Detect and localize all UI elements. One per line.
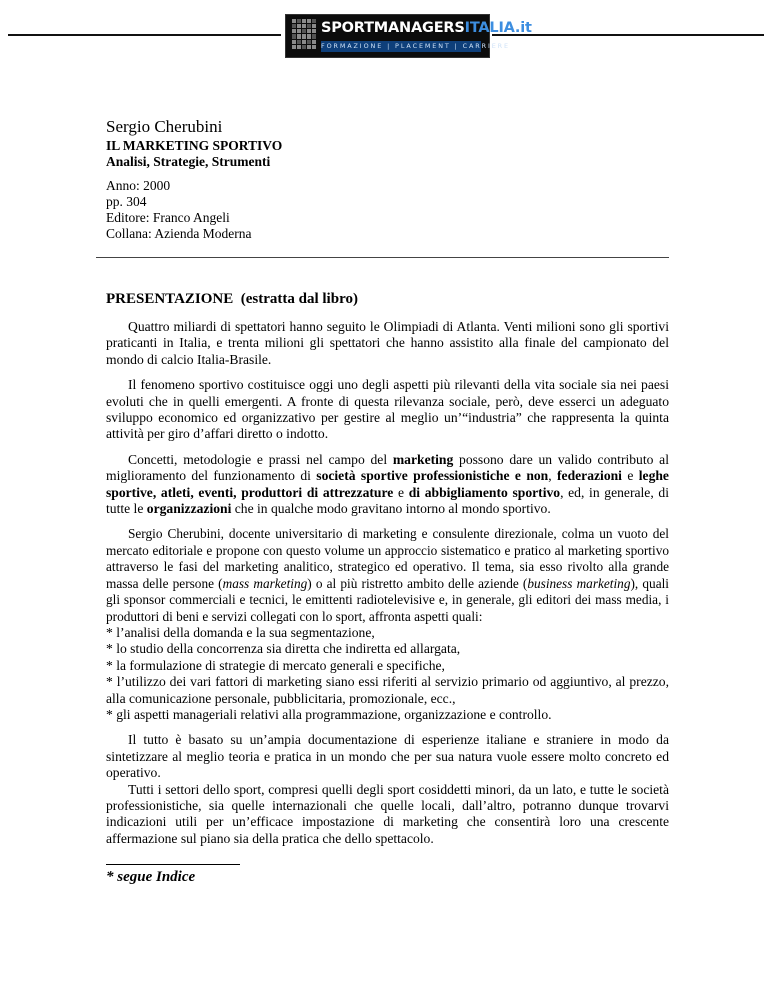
footnote-rule [106,864,240,865]
book-subtitle: Analisi, Strategie, Strumenti [106,154,271,169]
book-title: IL MARKETING SPORTIVO [106,138,283,153]
book-series: Collana: Azienda Moderna [106,226,252,241]
paragraph-1: Quattro miliardi di spettatori hanno seguito le Olimpiadi di Atlanta. Venti milioni sono gli sportivi praticanti in Italia, e trenta milioni gli spettatori che hanno assistito alla finale del campionato del mondo di calcio Italia-Brasile. [106,319,669,367]
footnote: * segue Indice [106,869,196,885]
list-item: * lo studio della concorrenza sia diretta che indiretta ed allargata, [106,641,461,657]
book-author: Sergio Cherubini [106,117,223,136]
book-year: Anno: 2000 [106,178,171,193]
book-publisher: Editore: Franco Angeli [106,210,230,225]
sportmanagersitalia-logo [285,14,532,58]
section-title: PRESENTAZIONE (estratta dal libro) [106,291,358,307]
paragraph-3: Concetti, metodologie e prassi nel campo del marketing possono dare un valido contributo al miglioramento del funzionamento di società sportive professionistiche e non, federazioni e leghe sportive, atleti, eventi, produttori di attrezzature e di abbigliamento sportivo, ed, in generale, di tutte le organizzazioni che in qualche modo gravitano intorno al mondo sportivo. [106,451,669,517]
section-divider [96,257,669,258]
list-item: * gli aspetti manageriali relativi alla programmazione, organizzazione e controllo. [106,706,552,722]
header-rule-left [8,34,281,36]
book-title-block [106,138,669,170]
book-pages: pp. 304 [106,194,147,209]
header-rule-right [492,34,764,36]
logo-tagline: FORMAZIONE | PLACEMENT | CARRIERE [321,42,510,50]
presentation-body [106,319,669,856]
topics-list [106,625,669,723]
logo-grid-icon [292,19,316,49]
book-meta [106,178,669,242]
list-item: * l’analisi della domanda e la sua segmentazione, [106,624,375,640]
logo-brand-text: SPORTMANAGERSITALIA.it [321,20,532,36]
list-item: * l’utilizzo dei vari fattori di marketing siano essi riferiti al servizio primario od aggiuntivo, al prezzo, alla comunicazione personale, pubblicitaria, promozionale, ecc., [106,674,669,706]
paragraph-4: Sergio Cherubini, docente universitario di marketing e consulente direzionale, colma un vuoto del mercato editoriale e propone con questo volume un approccio sistematico e pratico al marketing sportivo attraverso le fasi del marketing analitico, strategico ed operativo. Il tema, sia esso rivolto alla grande massa delle persone (mass marketing) o al più ristretto ambito delle aziende (business marketing), quali gli sponsor commerciali e tecnici, le emittenti radiotelevisive e, in generale, gli editori dei mass media, i produttori di beni e servizi collegati con lo sport, affronta aspetti quali: [106,526,669,624]
paragraph-5: Il tutto è basato su un’ampia documentazione di esperienze italiane e straniere in modo da sintetizzare al meglio teoria e pratica in un mondo che per sua natura vuole essere molto concreto ed operativo. [106,732,669,781]
paragraph-2: Il fenomeno sportivo costituisce oggi uno degli aspetti più rilevanti della vita sociale sia nei paesi evoluti che in quelli emergenti. A fronte di questa rilevanza sociale, però, deve esserci un adeguato sviluppo economico ed organizzativo per gestire al meglio un’“industria” che rappresenta la quinta attività per giro d’affari diretto o indotto. [106,377,669,442]
paragraph-6: Tutti i settori dello sport, compresi quelli degli sport cosiddetti minori, da un lato, e tutte le società professionistiche, sia quelle internazionali che quelle locali, dall’altro, potranno dunque trovarvi indicazioni utili per un’efficace impostazione di marketing che consentirà loro una crescente affermazione sul piano sia della pratica che dello spettacolo. [106,781,669,846]
list-item: * la formulazione di strategie di mercato generali e specifiche, [106,657,445,673]
